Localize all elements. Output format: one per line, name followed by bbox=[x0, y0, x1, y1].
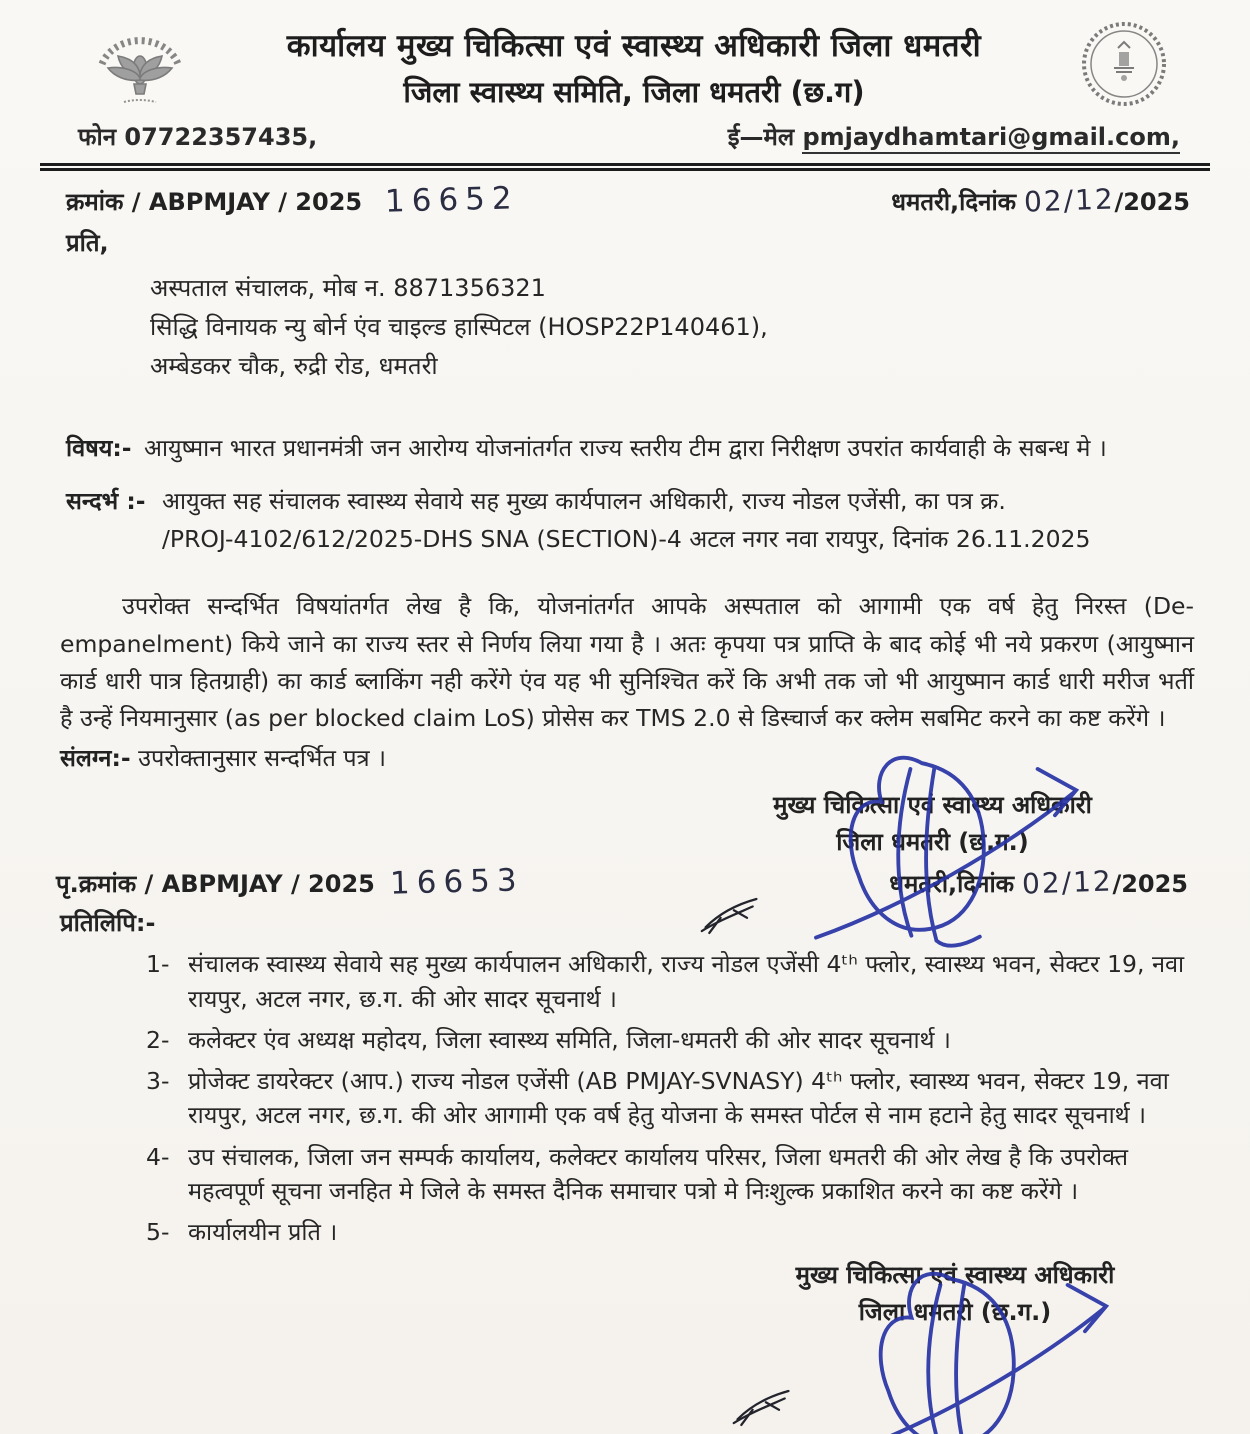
letter-date-handwritten: 02/12 bbox=[1023, 182, 1115, 219]
list-item-text: कार्यालयीन प्रति । bbox=[188, 1218, 338, 1247]
signatory-district-1: जिला धमतरी (छ.ग.) bbox=[836, 828, 1029, 857]
addressee-line-1: अस्पताल संचालक, मोब न. 8871356321 bbox=[150, 274, 546, 302]
copies-list bbox=[0, 939, 1250, 1249]
list-item bbox=[146, 1140, 1206, 1209]
endorsement-number bbox=[56, 862, 525, 903]
list-item-number: 4- bbox=[146, 1142, 170, 1171]
list-item bbox=[146, 1215, 1206, 1249]
addressee-line-3: अम्बेडकर चौक, रुद्री रोड, धमतरी bbox=[150, 351, 438, 380]
reference-line-2: /PROJ-4102/612/2025-DHS SNA (SECTION)-4 अटल नगर नवा रायपुर, दिनांक 26.11.2025 bbox=[162, 524, 1091, 553]
addressee-line-2: सिद्धि विनायक न्यु बोर्न एंव चाइल्ड हास्पिटल (HOSP22P140461), bbox=[150, 312, 768, 341]
list-item-number: 1- bbox=[146, 950, 170, 979]
addressee-salutation: प्रति, bbox=[66, 229, 109, 257]
signatory-designation-2: मुख्य चिकित्सा एवं स्वास्थ्य अधिकारी bbox=[795, 1260, 1115, 1289]
body-paragraph: उपरोक्त सन्दर्भित विषयांतर्गत लेख है कि, योजनांतर्गत आपके अस्पताल को आगामी एक वर्ष हेतु निरस्त (De-empanelment) किये जाने का राज्य स्तर से निर्णय लिया गया है । अतः कृपया पत्र प्राप्ति के बाद कोई भी नये प्रकरण (आयुष्मान कार्ड धारी पात्र हितग्राही) का कार्ड ब्लाकिंग नही करेंगे एंव यह भी सुनिश्चित करें कि अभी तक जो भी आयुष्मान कार्ड धारी मरीज भर्ती है उन्हें नियमानुसार (as per blocked claim LoS) प्रोसेस कर TMS 2.0 से डिस्चार्ज कर क्लेम सबमिट करने का कष्ट करेंगे । bbox=[60, 592, 1194, 732]
letter-date-year: /2025 bbox=[1114, 188, 1190, 216]
list-item bbox=[146, 1023, 1206, 1057]
enclosure-line bbox=[0, 737, 1250, 773]
letterhead-title bbox=[192, 18, 1076, 111]
list-item bbox=[146, 947, 1206, 1016]
letter-date bbox=[891, 182, 1190, 219]
reference-number-row bbox=[0, 171, 1250, 218]
endorsement-number-label: पृ.क्रमांक / ABPMJAY / 2025 bbox=[56, 870, 375, 899]
list-item-text: प्रोजेक्ट डायरेक्टर (आप.) राज्य नोडल एजेंसी (AB PMJAY-SVNASY) 4ᵗʰ फ्लोर, स्वास्थ्य भवन, सेक्टर 19, नवा रायपुर, अटल नगर, छ.ग. की ओर आगामी एक वर्ष हेतु योजना के समस्त पोर्टल से नाम हटाने हेतु सादर सूचनार्थ । bbox=[188, 1067, 1169, 1130]
signatory-designation-1: मुख्य चिकित्सा एवं स्वास्थ्य अधिकारी bbox=[773, 790, 1092, 819]
office-title-line1: कार्यालय मुख्य चिकित्सा एवं स्वास्थ्य अधिकारी जिला धमतरी bbox=[286, 28, 982, 64]
endorsement-date bbox=[889, 864, 1188, 901]
enclosure-label: संलग्न:- bbox=[60, 743, 131, 772]
letter-date-label: धमतरी,दिनांक bbox=[891, 188, 1017, 216]
reference-line-1: आयुक्त सह संचालक स्वास्थ्य सेवाये सह मुख्य कार्यपालन अधिकारी, राज्य नोडल एजेंसी, का पत्र क्र. bbox=[162, 487, 1006, 516]
endorsement-number-handwritten: 16653 bbox=[389, 862, 525, 903]
list-item-text: कलेक्टर एंव अध्यक्ष महोदय, जिला स्वास्थ्य समिति, जिला-धमतरी की ओर सादर सूचनार्थ । bbox=[188, 1025, 951, 1054]
letter-number-label: क्रमांक / ABPMJAY / 2025 bbox=[66, 188, 363, 216]
subject-label: विषय:- bbox=[66, 433, 132, 462]
office-title-line2: जिला स्वास्थ्य समिति, जिला धमतरी (छ.ग) bbox=[403, 75, 865, 109]
copies-label: प्रतिलिपि:- bbox=[60, 909, 156, 938]
endorsement-date-year: /2025 bbox=[1112, 870, 1188, 899]
letter-number-handwritten: 16652 bbox=[384, 180, 520, 220]
signature-block-2 bbox=[720, 1257, 1190, 1331]
addressee-block bbox=[0, 259, 1250, 386]
contact-row bbox=[0, 118, 1250, 153]
list-item-number: 5- bbox=[146, 1218, 170, 1247]
health-department-emblem-icon bbox=[88, 18, 192, 118]
signatory-district-2: जिला धमतरी (छ.ग.) bbox=[858, 1297, 1052, 1326]
email-address: pmjaydhamtari@gmail.com, bbox=[802, 123, 1180, 154]
list-item-number: 3- bbox=[146, 1067, 170, 1096]
email-label: ई—मेल bbox=[727, 123, 795, 151]
phone-number: फोन 07722357435, bbox=[78, 123, 318, 151]
list-item-number: 2- bbox=[146, 1025, 170, 1054]
endorsement-date-handwritten: 02/12 bbox=[1021, 864, 1113, 901]
national-emblem-seal-icon bbox=[1076, 18, 1172, 118]
email-line bbox=[728, 120, 1180, 153]
list-item-text: संचालक स्वास्थ्य सेवाये सह मुख्य कार्यपालन अधिकारी, राज्य नोडल एजेंसी 4ᵗʰ फ्लोर, स्वास्थ्य भवन, सेक्टर 19, नवा रायपुर, अटल नगर, छ.ग. की ओर सादर सूचनार्थ । bbox=[188, 950, 1185, 1013]
enclosure-text: उपरोक्तानुसार सन्दर्भित पत्र । bbox=[138, 743, 387, 772]
endorsement-date-label: धमतरी,दिनांक bbox=[889, 870, 1015, 899]
reference-row bbox=[0, 467, 1250, 558]
letterhead bbox=[0, 0, 1250, 118]
letter-number bbox=[66, 180, 520, 220]
subject-row bbox=[0, 386, 1250, 468]
signature-block-1 bbox=[690, 787, 1175, 861]
header-divider bbox=[40, 163, 1210, 171]
endorsement-row bbox=[0, 861, 1250, 903]
list-item bbox=[146, 1064, 1206, 1133]
subject-text: आयुष्मान भारत प्रधानमंत्री जन आरोग्य योजनांतर्गत राज्य स्तरीय टीम द्वारा निरीक्षण उपरांत कार्यवाही के सबन्ध मे । bbox=[144, 433, 1107, 462]
reference-label: सन्दर्भ :- bbox=[66, 487, 146, 516]
list-item-text: उप संचालक, जिला जन सम्पर्क कार्यालय, कलेक्टर कार्यालय परिसर, जिला धमतरी की ओर लेख है कि उपरोक्त महत्वपूर्ण सूचना जनहित मे जिले के समस्त दैनिक समाचार पत्रो मे निःशुल्क प्रकाशित करने का कष्ट करेंगे । bbox=[188, 1142, 1129, 1206]
reference-text bbox=[162, 483, 1200, 558]
initials-ink-2 bbox=[730, 1385, 796, 1433]
